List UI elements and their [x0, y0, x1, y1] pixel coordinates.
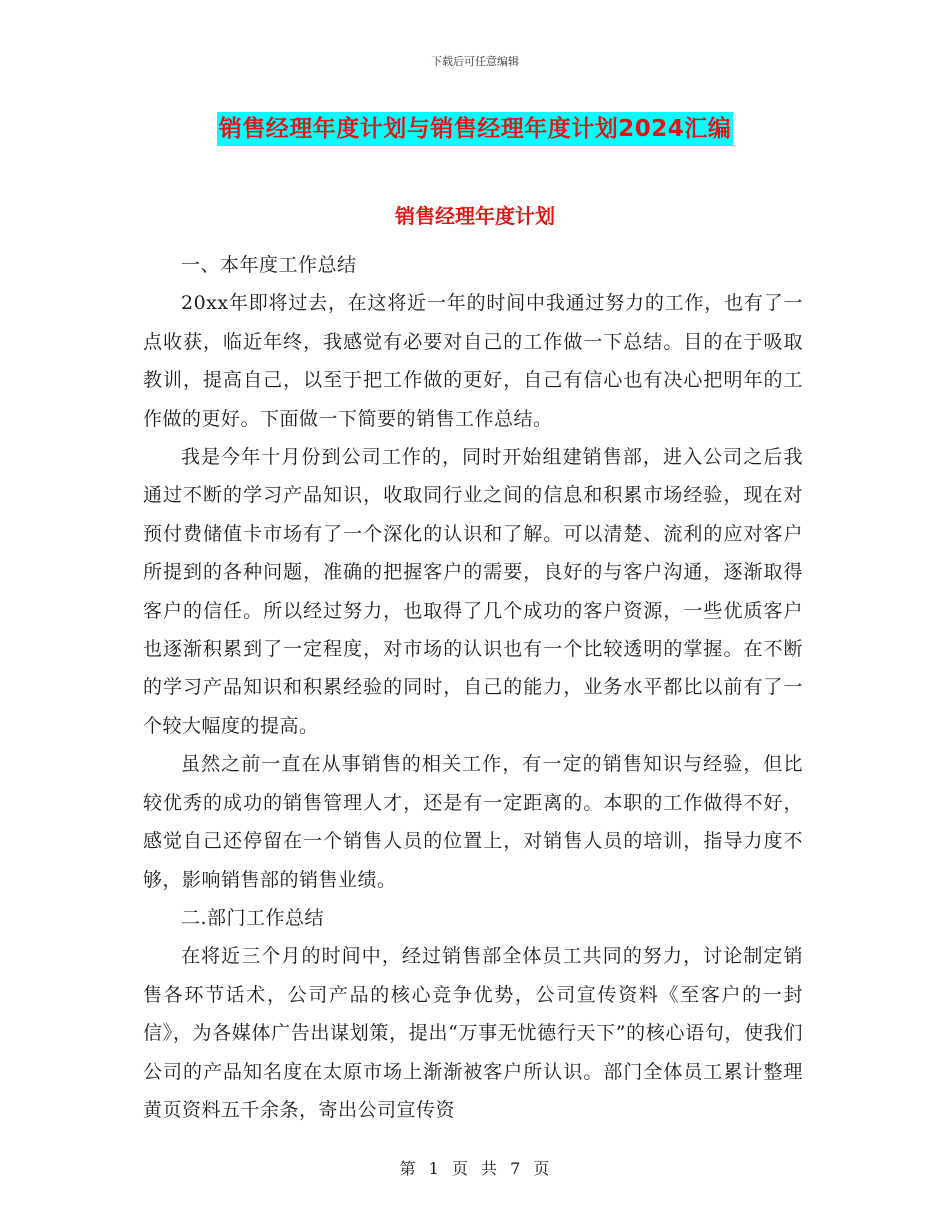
main-title-wrap [0, 112, 950, 146]
paragraph-3: 虽然之前一直在从事销售的相关工作，有一定的销售知识与经验，但比较优秀的成功的销售管理人才，还是有一定距离的。本职的工作做得不好，感觉自己还停留在一个销售人员的位置上，对销售人员的培训，指导力度不够，影响销售部的销售业绩。 [143, 753, 803, 891]
paragraph-4: 在将近三个月的时间中，经过销售部全体员工共同的努力，讨论制定销售各环节话术，公司产品的核心竞争优势，公司宣传资料《至客户的一封信》，为各媒体广告出谋划策，提出“万事无忧德行天下”的核心语句，使我们公司的产品知名度在太原市场上渐渐被客户所认识。部门全体员工累计整理黄页资料五千余条，寄出公司宣传资 [143, 945, 803, 1121]
main-title: 销售经理年度计划与销售经理年度计划2024汇编 [217, 112, 734, 146]
paragraph-2: 我是今年十月份到公司工作的，同时开始组建销售部，进入公司之后我通过不断的学习产品知识，收取同行业之间的信息和积累市场经验，现在对预付费储值卡市场有了一个深化的认识和了解。可以清楚、流利的应对客户所提到的各种问题，准确的把握客户的需要，良好的与客户沟通，逐渐取得客户的信任。所以经过努力，也取得了几个成功的客户资源，一些优质客户也逐渐积累到了一定程度，对市场的认识也有一个比较透明的掌握。在不断的学习产品知识和积累经验的同时，自己的能力，业务水平都比以前有了一个较大幅度的提高。 [143, 446, 803, 737]
header-note: 下载后可任意编辑 [431, 55, 519, 68]
paragraph-1: 20xx年即将过去，在这将近一年的时间中我通过努力的工作，也有了一点收获，临近年终，我感觉有必要对自己的工作做一下总结。目的在于吸取教训，提高自己，以至于把工作做的更好，自己有信心也有决心把明年的工作做的更好。下面做一下简要的销售工作总结。 [143, 292, 803, 430]
section-heading-1: 一、本年度工作总结 [181, 254, 357, 276]
page-number: 第 1 页 共 7 页 [399, 1159, 551, 1178]
document-body [143, 246, 803, 1129]
sub-title: 销售经理年度计划 [395, 204, 555, 228]
section-heading-2: 二.部门工作总结 [181, 906, 325, 929]
